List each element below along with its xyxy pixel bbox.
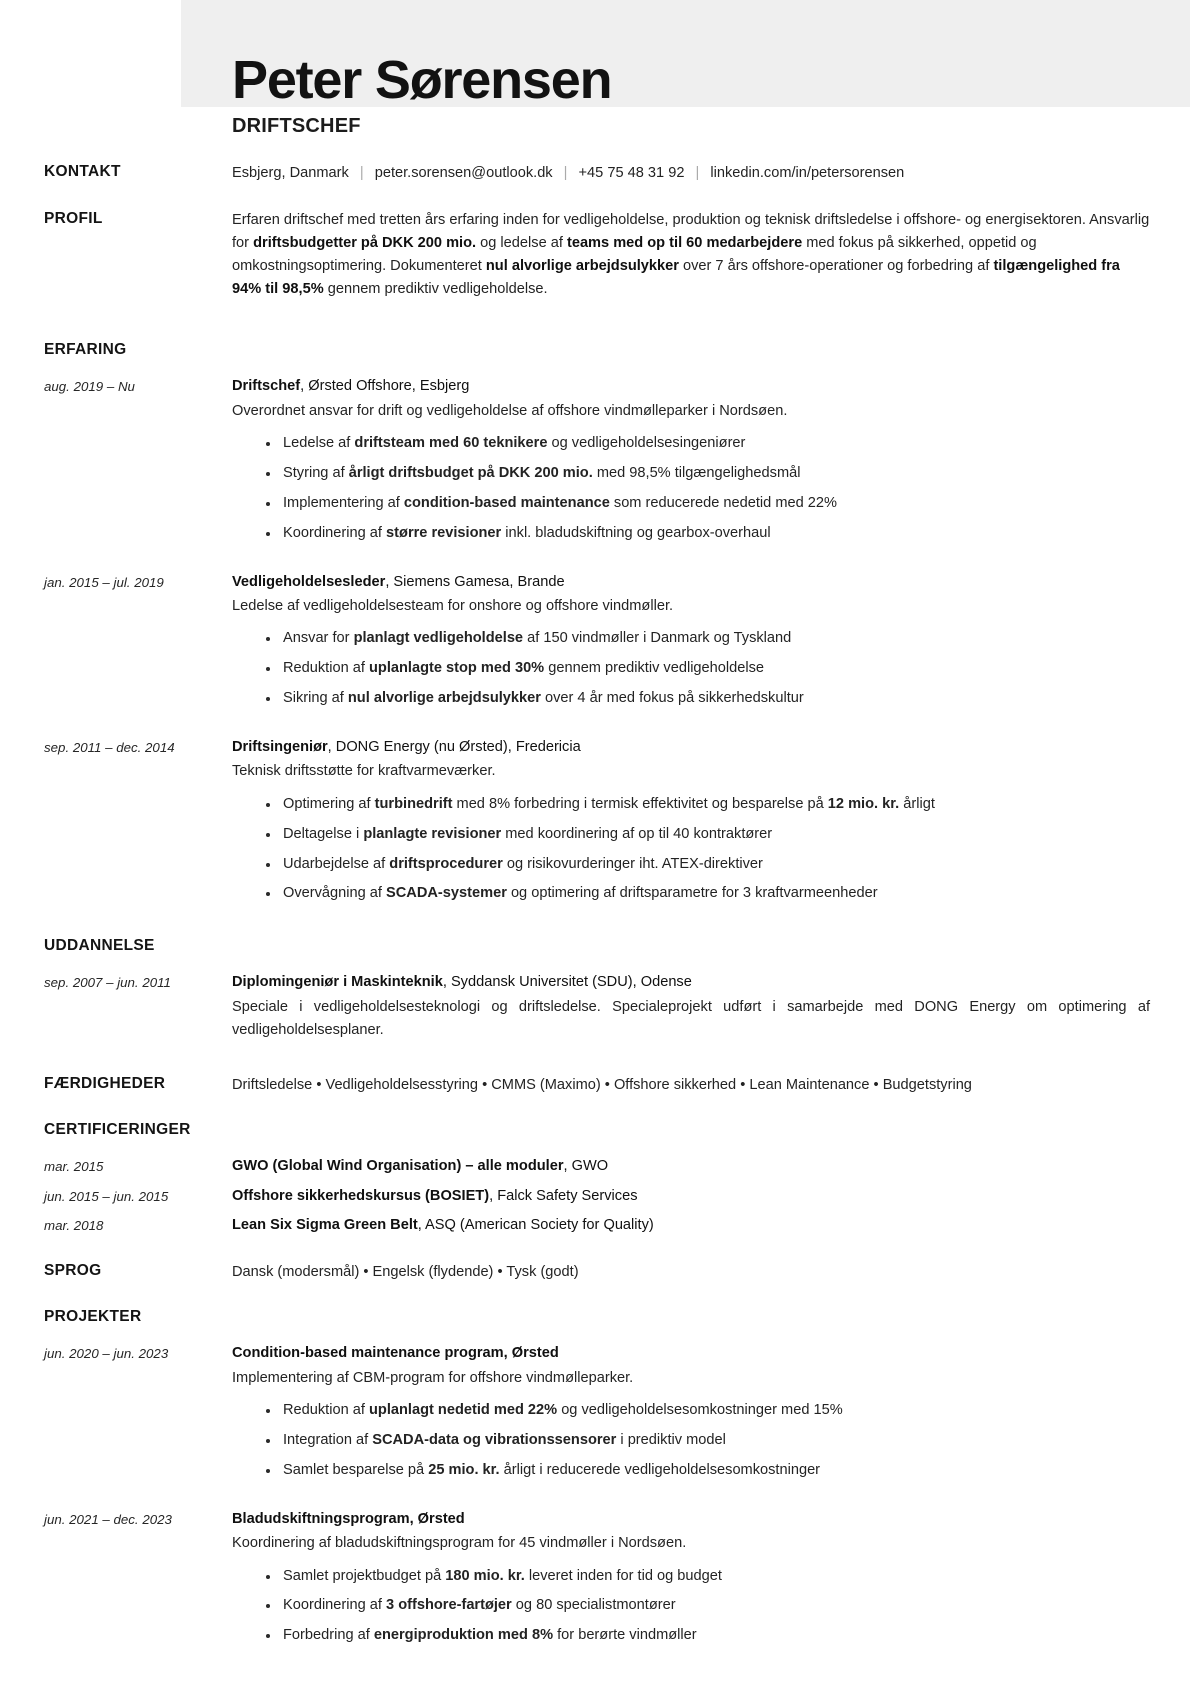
profile-text	[232, 209, 1150, 301]
timeline-entry	[0, 1185, 1190, 1208]
education-heading: UDDANNELSE	[44, 937, 155, 955]
emphasis-text: større revisioner	[386, 524, 502, 541]
projects-heading: PROJEKTER	[44, 1308, 142, 1326]
entry-title	[232, 375, 1150, 398]
bullet-item	[266, 1460, 1150, 1482]
contact-separator-icon: |	[563, 165, 568, 182]
entry-bullet-list	[232, 794, 1150, 906]
bullet-item	[266, 1566, 1150, 1588]
contact-section	[0, 162, 1190, 185]
body-text: som reducerede nedetid med 22%	[609, 494, 837, 511]
body-text: og risikovurderinger iht. ATEX-direktiver	[502, 855, 763, 872]
entry-content	[232, 1508, 1150, 1647]
entry-title	[232, 1155, 1150, 1178]
entry-title-primary: Condition-based maintenance program, Ørsted	[232, 1345, 559, 1362]
entry-spacer	[0, 1482, 1190, 1508]
body-text: og vedligeholdelsesomkostninger med 15%	[557, 1402, 843, 1419]
body-text: gennem prediktiv vedligeholdelse.	[323, 281, 548, 298]
education-entries	[0, 971, 1190, 1042]
emphasis-text: planlagte revisioner	[363, 825, 502, 842]
entry-title-secondary: , GWO	[563, 1158, 609, 1175]
bullet-item	[266, 1400, 1150, 1422]
timeline-entry	[0, 971, 1190, 1042]
bullet-item	[266, 523, 1150, 545]
bullet-item	[266, 658, 1150, 680]
body-text: med 8% forbedring i termisk effektivitet og besparelse på	[452, 795, 828, 812]
certification-entries	[0, 1155, 1190, 1237]
entry-title	[232, 1342, 1150, 1365]
bullet-item	[266, 1625, 1150, 1647]
entry-title-primary: Driftschef	[232, 378, 301, 395]
project-entries	[0, 1342, 1190, 1647]
bullet-item	[266, 1595, 1150, 1617]
entry-summary: Ledelse af vedligeholdelsesteam for onshore og offshore vindmøller.	[232, 598, 674, 615]
body-text: Overvågning af	[283, 885, 387, 902]
entry-title-primary: Offshore sikkerhedskursus (BOSIET)	[232, 1187, 490, 1204]
experience-heading: ERFARING	[44, 341, 127, 359]
candidate-name: Peter Sørensen	[232, 50, 612, 110]
contact-linkedin[interactable]: linkedin.com/in/petersorensen	[710, 165, 905, 182]
emphasis-text: teams med op til 60 medarbejdere	[566, 235, 803, 252]
entry-date: sep. 2007 – jun. 2011	[44, 975, 171, 991]
entry-title	[232, 1185, 1150, 1208]
body-text: Deltagelse i	[283, 825, 364, 842]
body-text: og 80 specialistmontører	[511, 1597, 676, 1614]
body-text: med koordinering af op til 40 kontraktører	[501, 825, 773, 842]
skills-label: FÆRDIGHEDER	[44, 1075, 166, 1093]
entry-title-secondary: , Syddansk Universitet (SDU), Odense	[442, 974, 692, 991]
entry-title	[232, 571, 1150, 594]
emphasis-text: driftsteam med 60 teknikere	[354, 435, 548, 452]
bullet-item	[266, 628, 1150, 650]
emphasis-text: turbinedrift	[374, 795, 453, 812]
entry-title-primary: Diplomingeniør i Maskinteknik	[232, 974, 443, 991]
contact-details	[232, 162, 1150, 185]
bullet-item	[266, 854, 1150, 876]
entry-summary: Koordinering af bladudskiftningsprogram for 45 vindmøller i Nordsøen.	[232, 1535, 687, 1552]
entry-title-primary: GWO (Global Wind Organisation) – alle moduler	[232, 1158, 564, 1175]
contact-phone[interactable]: +45 75 48 31 92	[578, 165, 685, 182]
bullet-item	[266, 688, 1150, 710]
bullet-separator-icon: •	[493, 1264, 507, 1281]
entry-title-primary: Driftsingeniør	[232, 739, 328, 756]
emphasis-text: årligt driftsbudget på DKK 200 mio.	[348, 465, 593, 482]
entry-date: jun. 2020 – jun. 2023	[44, 1346, 169, 1362]
entry-title-secondary: , Ørsted Offshore, Esbjerg	[300, 378, 470, 395]
body-text: Reduktion af	[283, 1402, 369, 1419]
body-text: Implementering af	[283, 494, 404, 511]
body-text: for berørte vindmøller	[553, 1627, 697, 1644]
timeline-entry	[0, 1508, 1190, 1647]
list-item: Driftsledelse	[232, 1077, 313, 1094]
entry-spacer	[0, 710, 1190, 736]
skills-list	[232, 1074, 1150, 1097]
list-item: Dansk (modersmål)	[232, 1264, 360, 1281]
body-text: i prediktiv model	[616, 1432, 726, 1449]
emphasis-text: 12 mio. kr.	[827, 795, 900, 812]
contact-location: Esbjerg, Danmark	[232, 165, 349, 182]
timeline-entry	[0, 736, 1190, 905]
emphasis-text: nul alvorlige arbejdsulykker	[347, 690, 541, 707]
timeline-entry	[0, 1155, 1190, 1178]
list-item: CMMS (Maximo)	[491, 1077, 601, 1094]
entry-content	[232, 1342, 1150, 1481]
body-text: Sikring af	[283, 690, 348, 707]
body-text: af 150 vindmøller i Danmark og Tyskland	[523, 630, 792, 647]
resume-header	[0, 0, 1190, 138]
body-text: og optimering af driftsparametre for 3 kraftvarmeenheder	[506, 885, 878, 902]
entry-date: jun. 2015 – jun. 2015	[44, 1188, 169, 1204]
entry-title	[232, 971, 1150, 994]
emphasis-text: energiproduktion med 8%	[373, 1627, 554, 1644]
entry-title-secondary: , ASQ (American Society for Quality)	[417, 1217, 654, 1234]
body-text: Erfaren driftschef med tretten års erfaring inden for vedligeholdelse, produktion og teknisk driftsledelse i offshore- og energisektoren. Ansvarlig for	[232, 212, 1150, 252]
body-text: Integration af	[283, 1432, 373, 1449]
languages-list	[232, 1261, 1150, 1284]
bullet-separator-icon: •	[736, 1077, 750, 1094]
body-text: Reduktion af	[283, 660, 369, 677]
body-text: over 7 års offshore-operationer og forbedring af	[678, 258, 994, 275]
emphasis-text: driftsprocedurer	[389, 855, 503, 872]
entry-date: jan. 2015 – jul. 2019	[44, 574, 164, 590]
body-text: Ansvar for	[283, 630, 354, 647]
bullet-item	[266, 1430, 1150, 1452]
body-text: Koordinering af	[283, 1597, 387, 1614]
profile-label: PROFIL	[44, 210, 103, 228]
emphasis-text: condition-based maintenance	[403, 494, 610, 511]
entry-content	[232, 375, 1150, 544]
list-item: Engelsk (flydende)	[372, 1264, 494, 1281]
list-item: Lean Maintenance	[749, 1077, 870, 1094]
body-text: Styring af	[283, 465, 349, 482]
emphasis-text: SCADA-systemer	[386, 885, 507, 902]
skills-section	[0, 1074, 1190, 1097]
entry-content	[232, 736, 1150, 905]
bullet-item	[266, 794, 1150, 816]
body-text: gennem prediktiv vedligeholdelse	[544, 660, 765, 677]
body-text: med fokus på sikkerhed, oppetid og omkostningsoptimering. Dokumenteret	[232, 235, 1037, 275]
list-item: Tysk (godt)	[506, 1264, 579, 1281]
emphasis-text: 25 mio. kr.	[428, 1461, 500, 1478]
body-text: over 4 år med fokus på sikkerhedskultur	[540, 690, 804, 707]
body-text: leveret inden for tid og budget	[524, 1567, 722, 1584]
languages-label: SPROG	[44, 1262, 102, 1280]
emphasis-text: SCADA-data og vibrationssensorer	[372, 1432, 617, 1449]
entry-bullet-list	[232, 433, 1150, 545]
body-text: Udarbejdelse af	[283, 855, 390, 872]
emphasis-text: tilgængelighed fra 94% til 98,5%	[232, 258, 1120, 298]
entry-content	[232, 971, 1150, 1042]
entry-date: aug. 2019 – Nu	[44, 379, 135, 395]
bullet-separator-icon: •	[869, 1077, 883, 1094]
bullet-item	[266, 824, 1150, 846]
body-text: Samlet projektbudget på	[283, 1567, 446, 1584]
bullet-separator-icon: •	[600, 1077, 614, 1094]
body-text: årligt i reducerede vedligeholdelsesomkostninger	[499, 1461, 821, 1478]
entry-spacer	[0, 545, 1190, 571]
bullet-item	[266, 493, 1150, 515]
list-item: Vedligeholdelsesstyring	[325, 1077, 479, 1094]
entry-content	[232, 1185, 1150, 1208]
experience-entries	[0, 375, 1190, 905]
entry-title-primary: Vedligeholdelsesleder	[232, 573, 386, 590]
entry-bullet-list	[232, 1566, 1150, 1648]
body-text: med 98,5% tilgængelighedsmål	[592, 465, 801, 482]
body-text: Samlet besparelse på	[283, 1461, 429, 1478]
contact-label: KONTAKT	[44, 163, 121, 181]
entry-bullet-list	[232, 628, 1150, 710]
entry-title-secondary: , DONG Energy (nu Ørsted), Fredericia	[327, 739, 581, 756]
entry-title-primary: Bladudskiftningsprogram, Ørsted	[232, 1510, 465, 1527]
timeline-entry	[0, 375, 1190, 544]
entry-title	[232, 1508, 1150, 1531]
entry-date: mar. 2015	[44, 1159, 104, 1175]
bullet-item	[266, 463, 1150, 485]
contact-email[interactable]: peter.sorensen@outlook.dk	[374, 165, 553, 182]
entry-date: sep. 2011 – dec. 2014	[44, 740, 175, 756]
bullet-item	[266, 433, 1150, 455]
entry-date: jun. 2021 – dec. 2023	[44, 1511, 172, 1527]
bullet-separator-icon: •	[312, 1077, 326, 1094]
entry-summary: Teknisk driftsstøtte for kraftvarmeværker.	[232, 763, 496, 780]
bullet-separator-icon: •	[478, 1077, 492, 1094]
entry-bullet-list	[232, 1400, 1150, 1482]
body-text: årligt	[899, 795, 935, 812]
candidate-role: DRIFTSCHEF	[232, 115, 361, 138]
emphasis-text: 180 mio. kr.	[445, 1567, 525, 1584]
contact-separator-icon: |	[695, 165, 700, 182]
body-text: inkl. bladudskiftning og gearbox-overhaul	[501, 524, 771, 541]
entry-title	[232, 1214, 1150, 1237]
list-item: Budgetstyring	[882, 1077, 972, 1094]
body-text: Koordinering af	[283, 524, 387, 541]
profile-section	[0, 209, 1190, 301]
body-text: Ledelse af	[283, 435, 355, 452]
entry-content	[232, 571, 1150, 710]
bullet-item	[266, 883, 1150, 905]
emphasis-text: driftsbudgetter på DKK 200 mio.	[253, 235, 477, 252]
contact-separator-icon: |	[359, 165, 364, 182]
entry-summary: Implementering af CBM-program for offshore vindmølleparker.	[232, 1369, 634, 1386]
body-text: og vedligeholdelsesingeniører	[547, 435, 746, 452]
entry-title-secondary: , Falck Safety Services	[489, 1187, 638, 1204]
entry-title	[232, 736, 1150, 759]
emphasis-text: 3 offshore-fartøjer	[386, 1597, 512, 1614]
entry-title-secondary: , Siemens Gamesa, Brande	[385, 573, 565, 590]
entry-date: mar. 2018	[44, 1218, 104, 1234]
emphasis-text: planlagt vedligeholdelse	[353, 630, 524, 647]
entry-description: Speciale i vedligeholdelsesteknologi og driftsledelse. Specialeprojekt udført i samarbejde med DONG Energy om optimering af vedligeholdelsesplaner.	[232, 998, 1150, 1039]
entry-title-primary: Lean Six Sigma Green Belt	[232, 1217, 418, 1234]
list-item: Offshore sikkerhed	[613, 1077, 737, 1094]
entry-content	[232, 1214, 1150, 1237]
body-text: Optimering af	[283, 795, 375, 812]
bullet-separator-icon: •	[359, 1264, 373, 1281]
emphasis-text: uplanlagt nedetid med 22%	[369, 1402, 558, 1419]
body-text: Forbedring af	[283, 1627, 374, 1644]
timeline-entry	[0, 1342, 1190, 1481]
entry-content	[232, 1155, 1150, 1178]
emphasis-text: uplanlagte stop med 30%	[369, 660, 545, 677]
emphasis-text: nul alvorlige arbejdsulykker	[485, 258, 679, 275]
timeline-entry	[0, 1214, 1190, 1237]
timeline-entry	[0, 571, 1190, 710]
languages-section	[0, 1261, 1190, 1284]
certifications-heading: CERTIFICERINGER	[44, 1121, 191, 1139]
entry-summary: Overordnet ansvar for drift og vedligeholdelse af offshore vindmølleparker i Nordsøen.	[232, 402, 788, 419]
body-text: og ledelse af	[476, 235, 567, 252]
